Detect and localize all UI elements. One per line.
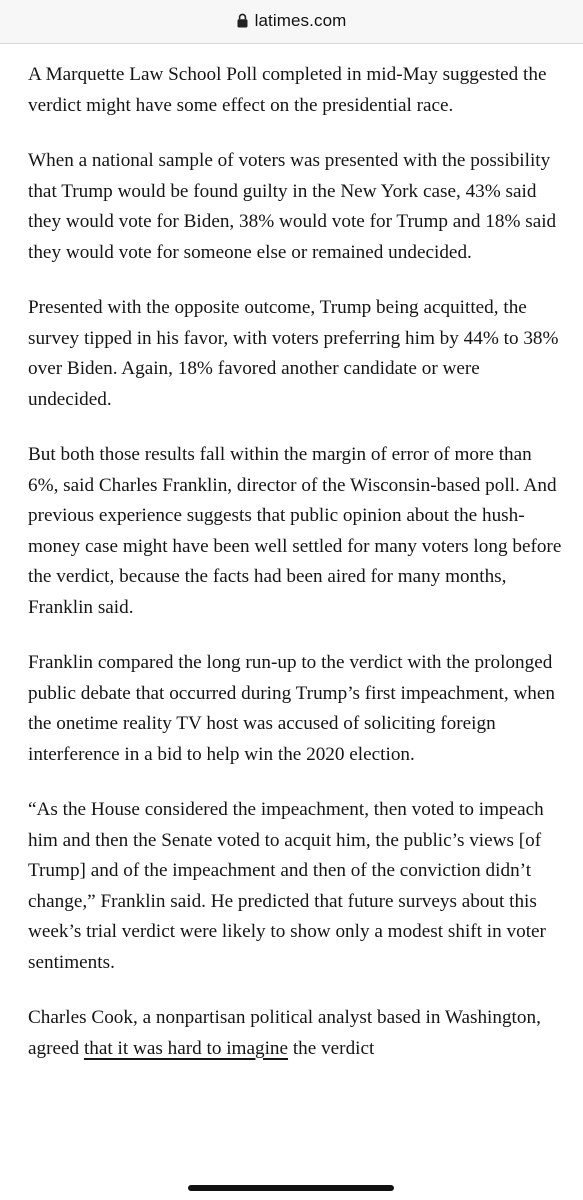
article-paragraph-2: When a national sample of voters was presented with the possibility that Trump would be found guilty in the New York case, 43% said they would vote for Biden, 38% would vote for Trump and 18% said they would vote for someone else or remained undecided. xyxy=(28,150,557,263)
url-text[interactable]: latimes.com xyxy=(254,10,347,30)
article-paragraph-4: But both those results fall within the margin of error of more than 6%, said Charles Franklin, director of the Wisconsin-based poll. And previous experience suggests that public opinion about the hush-money case might have been well settled for many voters long before the verdict, because the facts had been aired for many months, Franklin said. xyxy=(28,444,562,618)
paragraph-7-text-start: Charles Cook, a nonpartisan political analyst based in Washington, agreed xyxy=(28,1007,541,1059)
underlined-phrase: that it was hard to imagine xyxy=(83,1037,289,1059)
paragraph-7-text-end: the verdict xyxy=(288,1037,375,1059)
article-paragraph-1: A Marquette Law School Poll completed in mid-May suggested the verdict might have some effect on the presidential race. xyxy=(28,64,547,116)
address-bar-content[interactable] xyxy=(237,11,347,31)
lock-icon xyxy=(237,13,248,28)
browser-address-bar[interactable] xyxy=(0,0,583,44)
article-paragraph-3: Presented with the opposite outcome, Trump being acquitted, the survey tipped in his favor, with voters preferring him by 44% to 38% over Biden. Again, 18% favored another candidate or were undecided. xyxy=(28,297,559,410)
article-paragraph-5: Franklin compared the long run-up to the verdict with the prolonged public debate that occurred during Trump’s first impeachment, when the onetime reality TV host was accused of soliciting foreign interference in a bid to help win the 2020 election. xyxy=(28,652,555,765)
article-body xyxy=(28,60,563,1064)
article-paragraph-6: “As the House considered the impeachment, then voted to impeach him and then the Senate voted to acquit him, the public’s views [of Trump] and of the impeachment and then of the conviction didn’t change,” Franklin said. He predicted that future surveys about this week’s trial verdict were likely to show only a modest shift in voter sentiments. xyxy=(28,799,546,973)
home-indicator[interactable] xyxy=(188,1185,394,1191)
article-paragraph-7 xyxy=(28,1003,563,1064)
